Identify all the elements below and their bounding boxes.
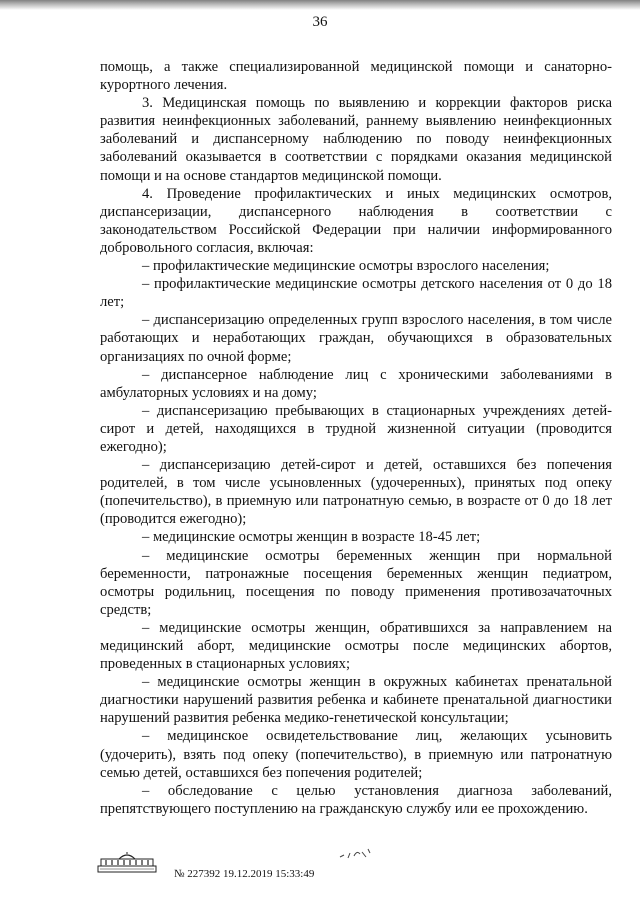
list-item: – профилактические медицинские осмотры детского населения от 0 до 18 лет; <box>100 276 612 311</box>
list-item: – медицинские осмотры беременных женщин при нормальной беременности, патронажные посещения беременных женщин педиатром, осмотры родильниц, посещения по поводу применения противозачаточных средств; <box>100 547 612 618</box>
building-stamp-icon <box>97 851 157 873</box>
page-number: 36 <box>312 14 328 30</box>
list-item: – обследование с целью установления диагноза заболеваний, препятствующего поступлению на гражданскую службу или ее прохождению. <box>100 782 612 817</box>
list-item: – профилактические медицинские осмотры взрослого населения; <box>142 258 550 275</box>
document-body <box>100 58 612 818</box>
list-item: – диспансеризацию детей-сирот и детей, оставшихся без попечения родителей, в том числе усыновленных (удочеренных), принятых под опеку (попечительство), в приемную или патронатную семью, в возрасте от 0 до 18 лет (проводится ежегодно); <box>100 457 612 528</box>
list-item: – диспансеризацию пребывающих в стационарных учреждениях детей-сирот и детей, находящихся в трудной жизненной ситуации (проводится ежегодно); <box>100 402 612 455</box>
paragraph: 3. Медицинская помощь по выявлению и коррекции факторов риска развития неинфекционных заболеваний, раннему выявлению неинфекционных заболеваний и диспансерному наблюдению по поводу неинфекционных заболеваний оказывается в соответствии с порядками оказания медицинской помощи и на основе стандартов медицинской помощи. <box>100 95 612 184</box>
document-stamp-text: № 227392 19.12.2019 15:33:49 <box>174 868 315 880</box>
list-item: – медицинские осмотры женщин в окружных кабинетах пренатальной диагностики нарушений развития ребенка и кабинете пренатальной диагностики нарушений развития ребенка медико-генетической консультации; <box>100 674 612 727</box>
paragraph: 4. Проведение профилактических и иных медицинских осмотров, диспансеризации, диспансерного наблюдения в соответствии с законодательством Российской Федерации при наличии информированного добровольного согласия, включая: <box>100 185 612 256</box>
list-item: – диспансерное наблюдение лиц с хроническими заболеваниями в амбулаторных условиях и на дому; <box>100 366 612 401</box>
list-item: – медицинские осмотры женщин, обратившихся за направлением на медицинский аборт, медицинские осмотры после медицинских абортов, проведенных в стационарных условиях; <box>100 619 612 673</box>
paragraph: помощь, а также специализированной медицинской помощи и санаторно-курортного лечения. <box>100 59 612 94</box>
scan-top-edge <box>0 0 640 10</box>
list-item: – медицинские осмотры женщин в возрасте 18-45 лет; <box>142 529 481 546</box>
list-item: – диспансеризацию определенных групп взрослого населения, в том числе работающих и неработающих граждан, обучающихся в образовательных организациях по очной форме; <box>100 312 612 365</box>
list-item: – медицинское освидетельствование лиц, желающих усыновить (удочерить), взять под опеку (попечительство), в приемную или патронатную семью детей, оставшихся без попечения родителей; <box>100 728 612 781</box>
scan-mark-icon <box>338 846 374 860</box>
